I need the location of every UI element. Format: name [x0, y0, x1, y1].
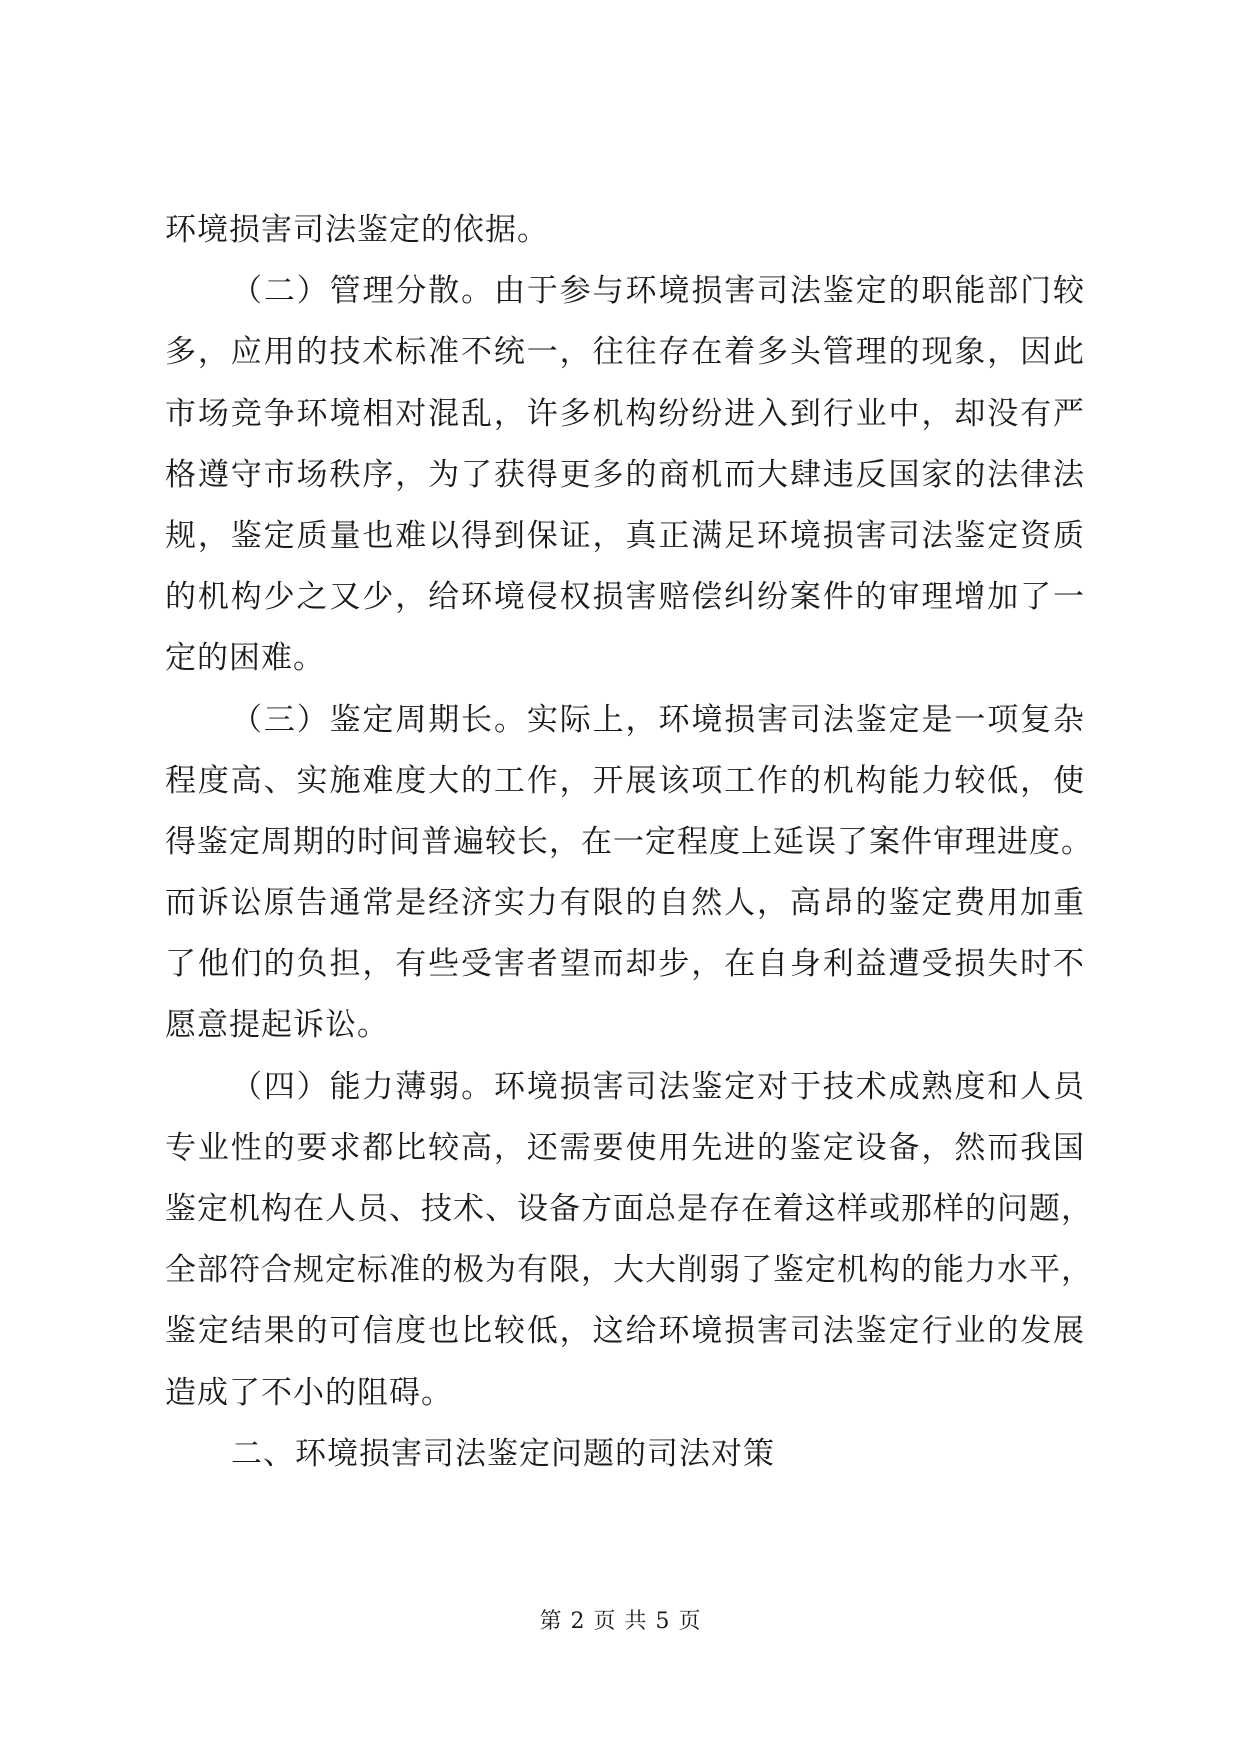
text-line: 造成了不小的阻碍。 — [165, 1374, 453, 1411]
text-line: 而诉讼原告通常是经济实力有限的自然人，高昂的鉴定费用加重 — [165, 885, 1085, 922]
document-body — [165, 200, 1093, 1485]
text-line: 的机构少之又少，给环境侵权损害赔偿纠纷案件的审理增加了一 — [165, 579, 1085, 616]
text-line: 全部符合规定标准的极为有限，大大削弱了鉴定机构的能力水平， — [165, 1252, 1093, 1289]
page-footer: 第 2 页 共 5 页 — [539, 1609, 702, 1634]
text-line: 格遵守市场秩序，为了获得更多的商机而大肆违反国家的法律法 — [165, 456, 1085, 493]
text-line: 规，鉴定质量也难以得到保证，真正满足环境损害司法鉴定资质 — [165, 517, 1085, 554]
text-line: 专业性的要求都比较高，还需要使用先进的鉴定设备，然而我国 — [165, 1129, 1085, 1166]
text-line: 鉴定机构在人员、技术、设备方面总是存在着这样或那样的问题， — [165, 1191, 1093, 1227]
text-line: 程度高、实施难度大的工作，开展该项工作的机构能力较低，使 — [165, 762, 1085, 799]
text-line: 得鉴定周期的时间普遍较长，在一定程度上延误了案件审理进度。 — [165, 823, 1093, 860]
text-line: （三）鉴定周期长。实际上，环境损害司法鉴定是一项复杂 — [231, 701, 1085, 738]
text-line: （二）管理分散。由于参与环境损害司法鉴定的职能部门较 — [231, 273, 1085, 310]
text-line: （四）能力薄弱。环境损害司法鉴定对于技术成熟度和人员 — [231, 1068, 1085, 1105]
text-line: 愿意提起诉讼。 — [165, 1007, 389, 1044]
text-line: 鉴定结果的可信度也比较低，这给环境损害司法鉴定行业的发展 — [165, 1313, 1085, 1350]
text-line: 市场竞争环境相对混乱，许多机构纷纷进入到行业中，却没有严 — [165, 395, 1085, 432]
text-line: 环境损害司法鉴定的依据。 — [165, 212, 549, 248]
text-line: 了他们的负担，有些受害者望而却步，在自身利益遭受损失时不 — [165, 946, 1085, 983]
text-line: 多，应用的技术标准不统一，往往存在着多头管理的现象，因此 — [165, 334, 1085, 371]
text-line: 定的困难。 — [165, 640, 325, 677]
text-line: 二、环境损害司法鉴定问题的司法对策 — [231, 1435, 775, 1472]
